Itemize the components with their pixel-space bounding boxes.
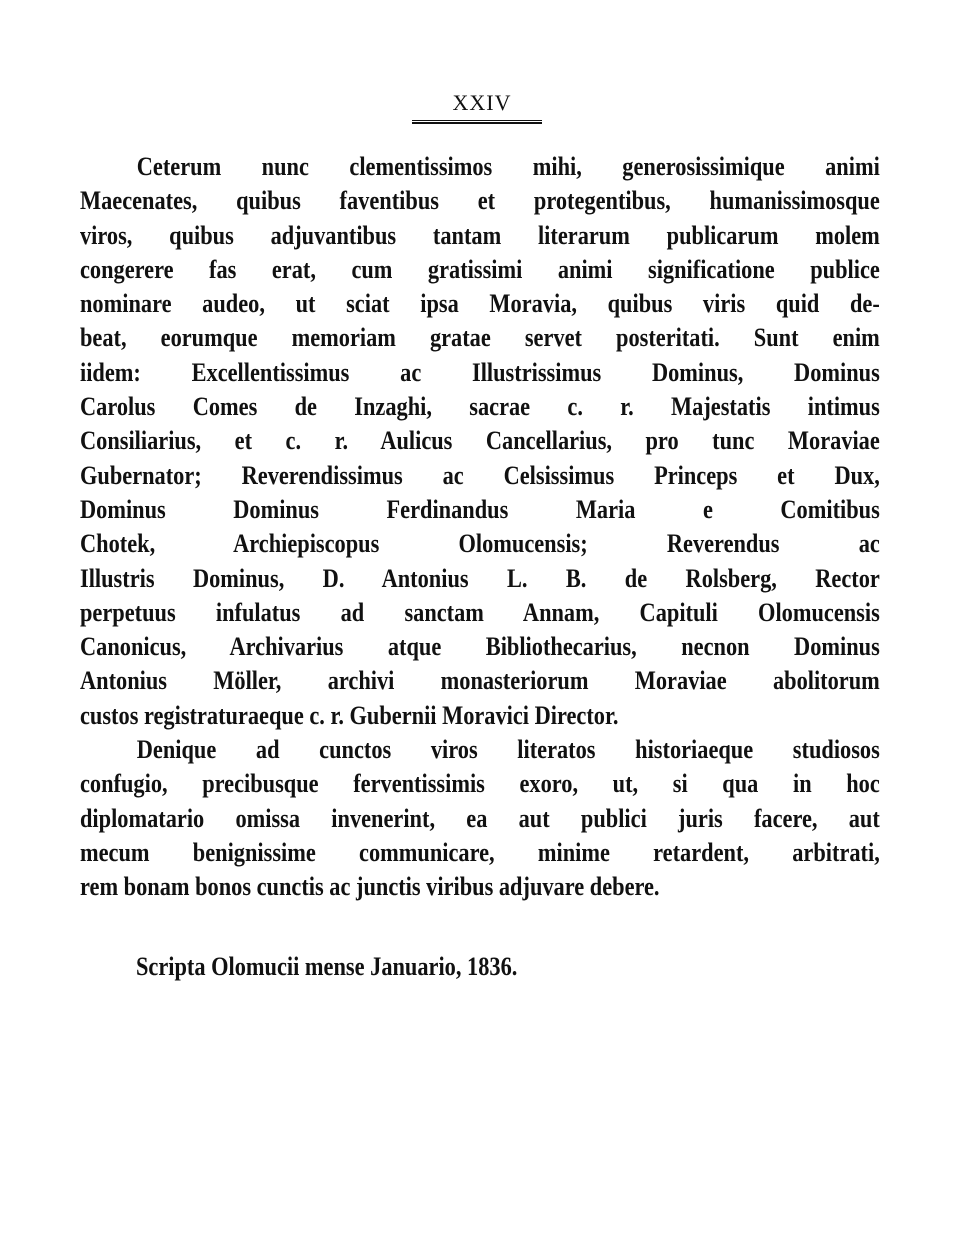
text-line: Maecenates, quibus faventibus et protegentibus, humanissimosque — [80, 186, 880, 216]
text-line: Consiliarius, et c. r. Aulicus Cancellarius, pro tunc Moraviae — [80, 426, 880, 456]
text-line: congerere fas erat, cum gratissimi animi significatione publice — [80, 254, 880, 284]
text-line: beat, eorumque memoriam gratae servet posteritati. Sunt enim — [80, 323, 880, 353]
text-line: confugio, precibusque ferventissimis exoro, ut, si qua in hoc — [80, 769, 880, 799]
text-line: Chotek, Archiepiscopus Olomucensis; Reverendus ac — [80, 529, 880, 559]
text-line: Illustris Dominus, D. Antonius L. B. de Rolsberg, Rector — [80, 563, 880, 593]
paragraph-appeal — [80, 733, 880, 904]
text-line: viros, quibus adjuvantibus tantam literarum publicarum molem — [80, 220, 880, 250]
text-line: diplomatario omissa invenerint, ea aut publici juris facere, aut — [80, 803, 880, 833]
text-line: nominare audeo, ut sciat ipsa Moravia, quibus viris quid de- — [80, 289, 880, 319]
text-line: Denique ad cunctos viros literatos historiaeque studiosos — [136, 735, 880, 765]
text-line: Canonicus, Archivarius atque Bibliothecarius, necnon Dominus — [80, 632, 880, 662]
text-line: Ceterum nunc clementissimos mihi, generosissimique animi — [136, 152, 880, 181]
text-line: perpetuus infulatus ad sanctam Annam, Capituli Olomucensis — [80, 597, 880, 627]
page-header — [412, 90, 542, 116]
text-line: Dominus Dominus Ferdinandus Maria e Comitibus — [80, 494, 880, 524]
text-line: Carolus Comes de Inzaghi, sacrae c. r. Majestatis intimus — [80, 392, 880, 422]
paragraph-dedication — [80, 150, 880, 733]
text-line: rem bonam bonos cunctis ac junctis viribus adjuvare debere. — [80, 872, 660, 902]
body-text — [80, 150, 880, 905]
page-number: XXIV — [452, 90, 512, 115]
header-rule — [412, 120, 542, 124]
text-line: Gubernator; Reverendissimus ac Celsissimus Princeps et Dux, — [80, 460, 880, 490]
text-line: custos registraturaeque c. r. Gubernii Moravici Director. — [80, 700, 619, 730]
text-line: Antonius Möller, archivi monasteriorum Moraviae abolitorum — [80, 666, 880, 696]
dateline: Scripta Olomucii mense Januario, 1836. — [136, 952, 518, 981]
text-line: mecum benignissime communicare, minime retardent, arbitrati, — [80, 837, 880, 867]
text-line: iidem: Excellentissimus ac Illustrissimus Dominus, Dominus — [80, 357, 880, 387]
